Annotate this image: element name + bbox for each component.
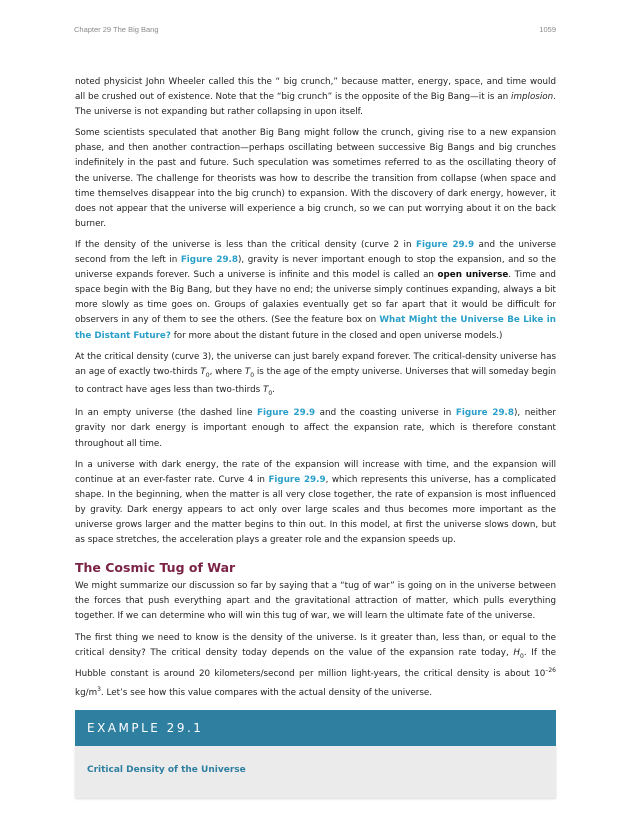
- text-run: for more about the distant future in the closed and open universe models.): [170, 330, 503, 341]
- link-figure-29-9[interactable]: Figure 29.9: [268, 474, 326, 485]
- term-open-universe: open universe: [437, 270, 509, 281]
- text-run: . If the Hubble constant is around 20 kilometers/second per million light-years, the critical density is about 10: [75, 647, 557, 680]
- text-run: In an empty universe (the dashed line: [75, 408, 258, 419]
- example-body: [75, 746, 556, 798]
- subscript-0: 0: [205, 371, 210, 379]
- text-run: ), gravity is never important enough to stop the expansion, and so the universe expands forever. Such a universe is infinite and this model is called an: [75, 255, 557, 281]
- example-box: [75, 710, 556, 798]
- text-run: .: [272, 384, 275, 395]
- text-run: kg/m: [75, 688, 98, 699]
- paragraph-oscillating-theory: Some scientists speculated that another Big Bang might follow the crunch, giving rise to a new expansion phase, and then another contraction—perhaps oscillating between successive Big Bangs and big crunches indefinitely in the past and future. Such speculation was sometimes referred to as the oscillating theory of the universe. The challenge for theorists was how to describe the transition from collapse (when space and time themselves disappear into the big crunch) to expansion. With the discovery of dark energy, however, it does not appear that the universe will experience a big crunch, so we can put worrying about it on the back burner.: [75, 128, 556, 229]
- example-title: Critical Density of the Universe: [87, 765, 246, 776]
- page-content: [75, 75, 556, 798]
- running-header: [74, 25, 556, 34]
- chapter-title: Chapter 29 The Big Bang: [74, 25, 159, 34]
- text-run: . Let’s see how this value compares with the actual density of the universe.: [100, 688, 433, 699]
- symbol-T: T: [244, 366, 251, 377]
- text-run: noted physicist John Wheeler called this the “ big crunch,” because matter, energy, space, and time would all be crushed out of existence. Note that the “big crunch” is the opposite of the Big Bang—it is an: [75, 77, 556, 103]
- text-run: In a universe with dark energy, the rate of the expansion will increase with time, and the expansion will continue at an ever-faster rate. Curve 4 in: [75, 459, 556, 485]
- paragraph-critical-density: [75, 350, 556, 401]
- link-figure-29-8[interactable]: Figure 29.8: [180, 255, 238, 266]
- link-figure-29-9[interactable]: Figure 29.9: [257, 408, 316, 419]
- paragraph-dark-energy: [75, 458, 556, 549]
- paragraph-density-question: [75, 631, 556, 702]
- text-run: The first thing we need to know is the density of the universe. Is it greater than, less than, or equal to the critical density? The critical density today depends on the value of the expansion rate today,: [75, 632, 556, 658]
- subscript-0: 0: [520, 652, 524, 660]
- text-run: is the age of the empty universe. Universes that will someday begin to contract have ages less than two-thirds: [75, 366, 557, 395]
- link-figure-29-9[interactable]: Figure 29.9: [415, 239, 475, 250]
- text-run: , which represents this universe, has a complicated shape. In the beginning, when the matter is all very close together, the rate of expansion is most influenced by gravity. Dark energy appears to act only over large scales and thus becomes more important as the universe grows larger and the matter begins to thin out. In this model, at first the universe slows down, but as space stretches, the acceleration plays a greater role and the expansion speeds up.: [75, 474, 556, 546]
- paragraph-big-crunch: [75, 75, 556, 120]
- text-run: . The universe is not expanding but rather collapsing in upon itself.: [75, 92, 556, 118]
- paragraph-open-universe: [75, 238, 556, 344]
- link-distant-future-feature[interactable]: What Might the Universe Be Like in the Distant Future?: [75, 315, 556, 341]
- symbol-T: T: [200, 366, 206, 377]
- example-label: EXAMPLE 29.1: [75, 710, 556, 746]
- text-run: , where: [209, 366, 245, 377]
- text-run: ), neither gravity nor dark energy is important enough to affect the expansion rate, which is therefore constant throughout all time.: [75, 408, 557, 449]
- text-run: At the critical density (curve 3), the universe can just barely expand forever. The critical-density universe has an age of exactly two-thirds: [75, 351, 556, 377]
- link-figure-29-8[interactable]: Figure 29.8: [455, 408, 514, 419]
- paragraph-empty-universe: [75, 406, 556, 451]
- symbol-H: H: [513, 647, 521, 658]
- subscript-0: 0: [250, 371, 255, 379]
- subscript-0: 0: [268, 389, 273, 397]
- section-heading: The Cosmic Tug of War: [75, 560, 236, 576]
- page-number: 1059: [539, 25, 556, 34]
- text-run: and the coasting universe in: [315, 408, 456, 419]
- text-run: . Time and space begin with the Big Bang, but they have no end; the universe simply continues expanding, always a bit more slowly as time goes on. Groups of galaxies eventually get so far apart that it would be difficult for observers in any of them to see the others. (See the feature box on: [75, 270, 556, 326]
- paragraph-tug-of-war: We might summarize our discussion so far by saying that a “tug of war” is going on in the universe between the forces that push everything apart and the gravitational attraction of matter, which pulls everything together. If we can determine who will win this tug of war, we will learn the ultimate fate of the universe.: [75, 581, 556, 622]
- text-run: If the density of the universe is less than the critical density (curve 2 in: [75, 239, 416, 250]
- emphasis-implosion: implosion: [511, 92, 554, 103]
- symbol-T: T: [262, 384, 269, 395]
- text-run: and the universe second from the left in: [75, 239, 556, 266]
- superscript-cubed: 3: [97, 686, 101, 694]
- superscript-exponent: –26: [545, 667, 556, 675]
